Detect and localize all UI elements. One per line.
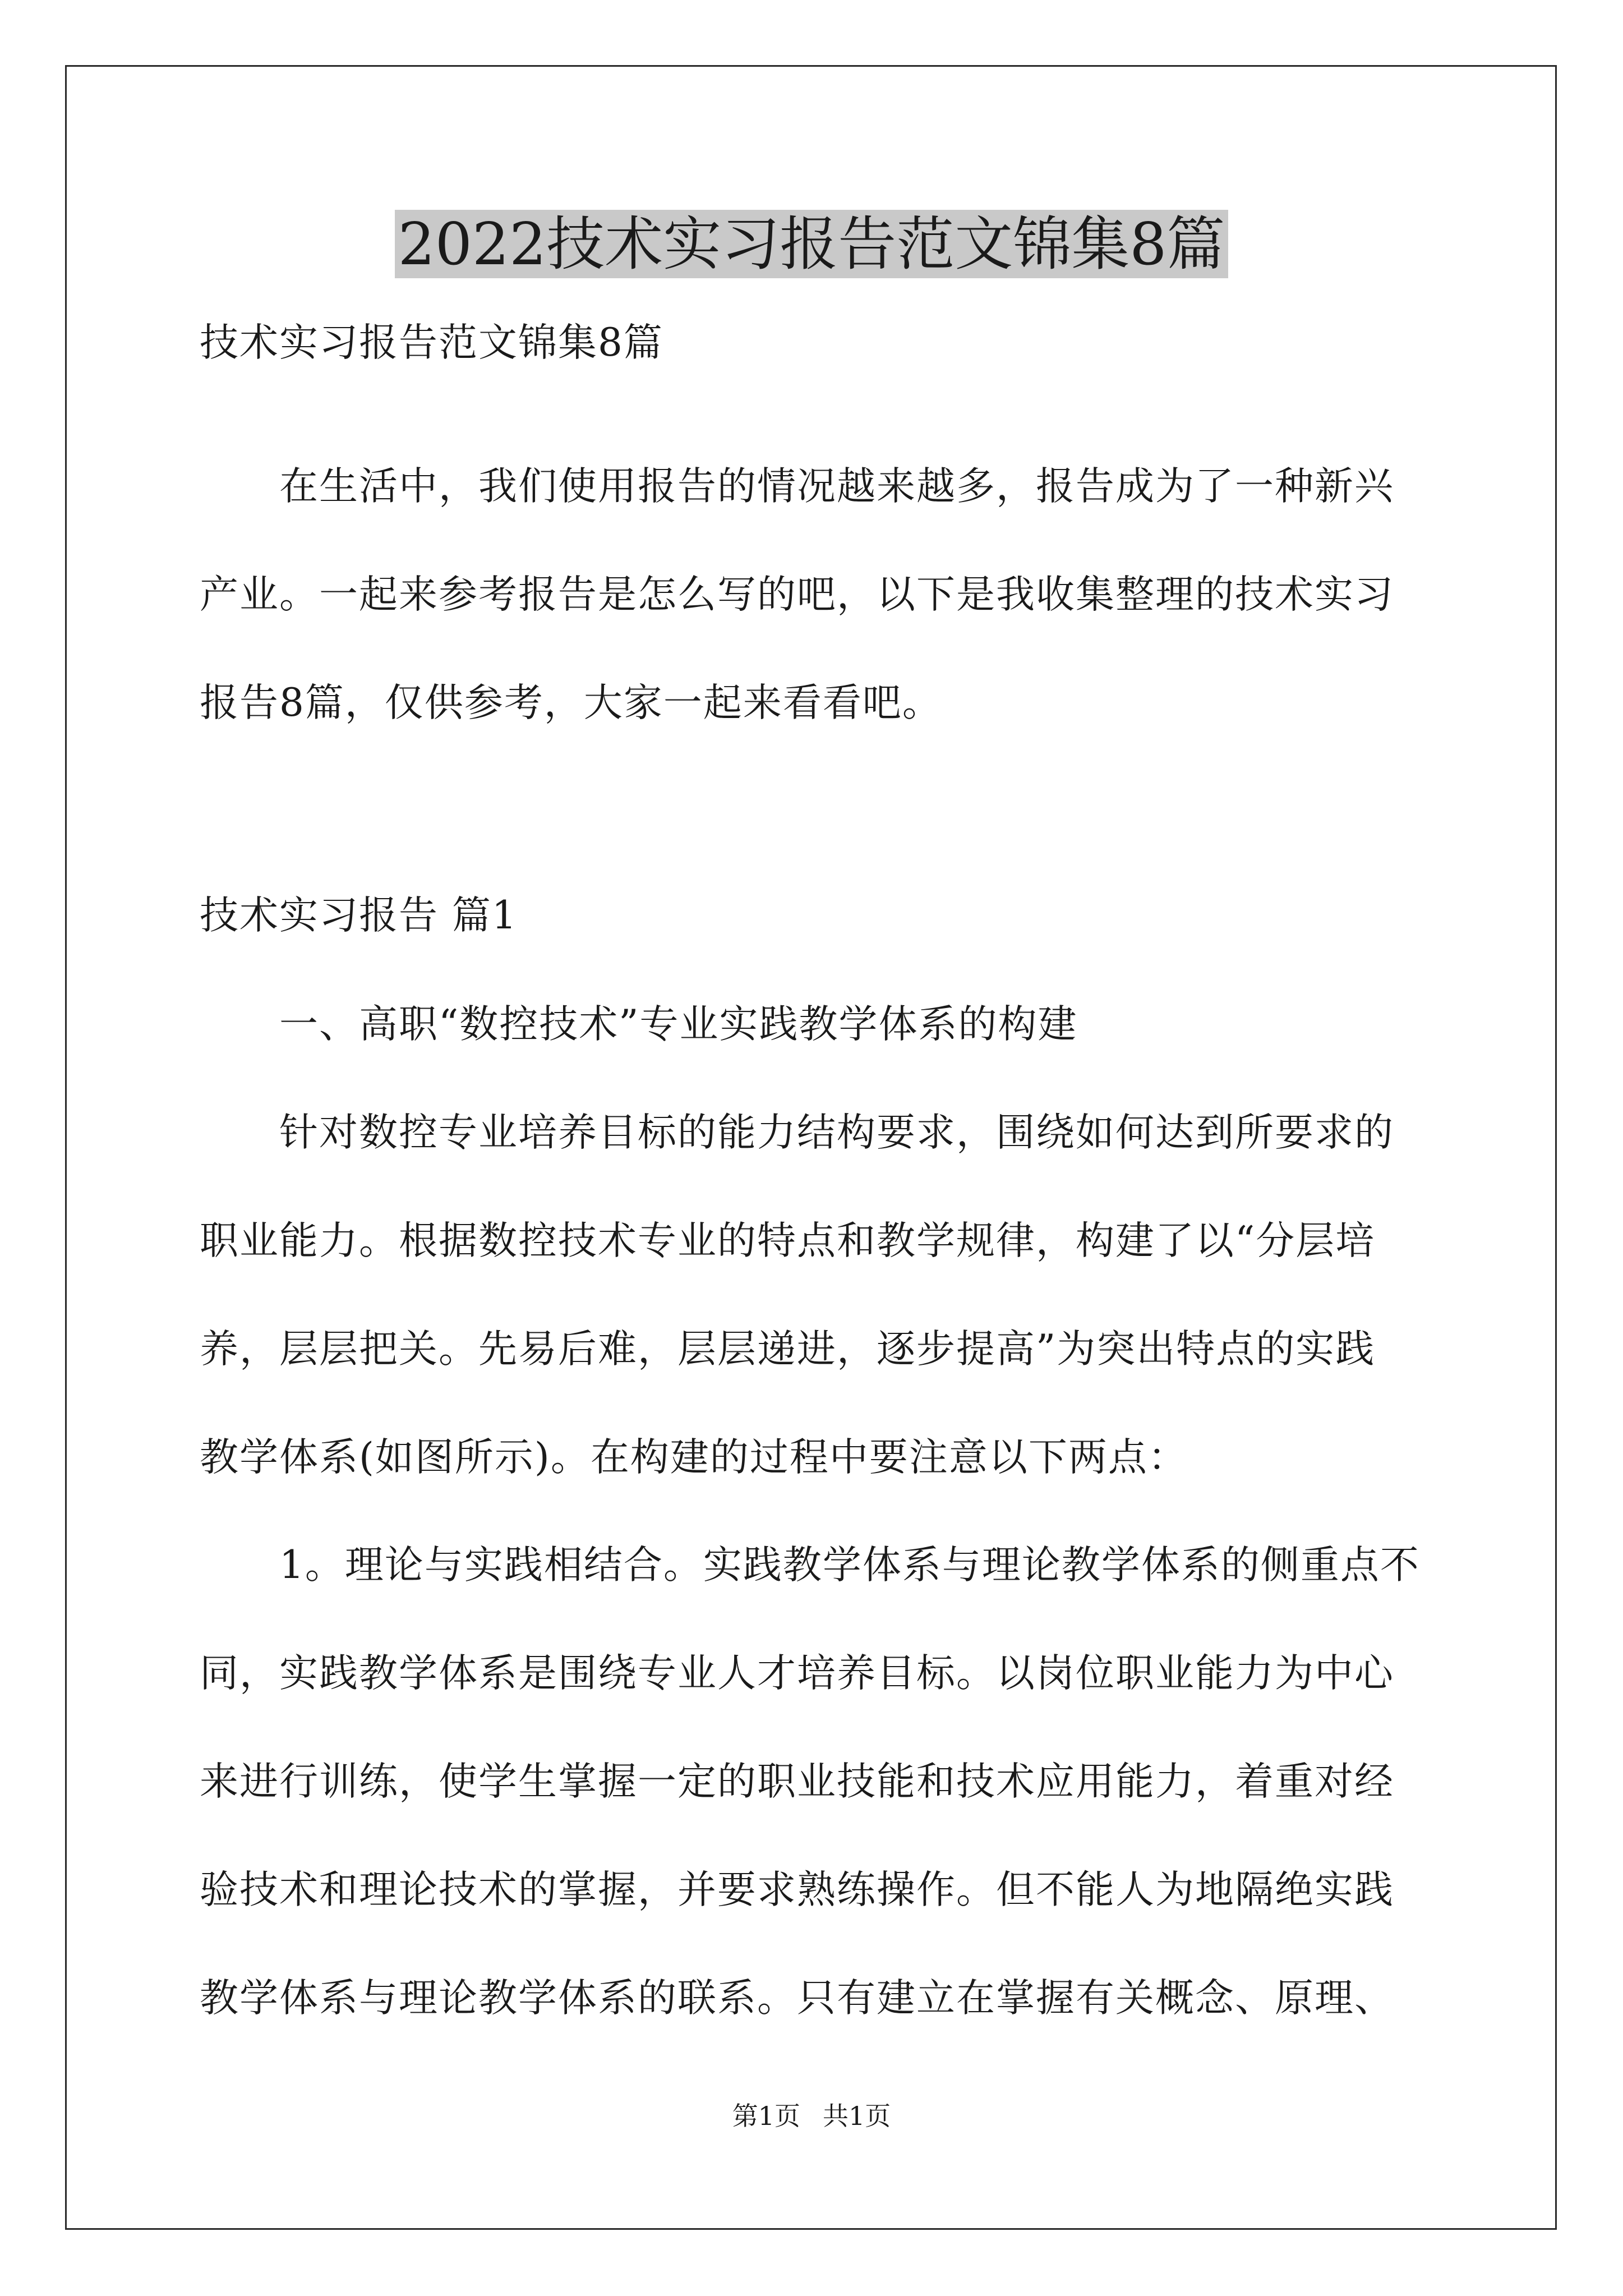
intro-line: 产业。一起来参考报告是怎么写的吧，以下是我收集整理的技术实习	[200, 572, 1394, 617]
paragraph-line: 同，实践教学体系是围绕专业人才培养目标。以岗位职业能力为中心	[200, 1651, 1394, 1696]
paragraph-line: 针对数控专业培养目标的能力结构要求，围绕如何达到所要求的	[279, 1110, 1394, 1155]
document-title-text: 2022技术实习报告范文锦集8篇	[395, 210, 1229, 278]
page-footer	[0, 2099, 1623, 2133]
document-subtitle: 技术实习报告范文锦集8篇	[200, 320, 663, 365]
paragraph-line: 职业能力。根据数控技术专业的特点和教学规律，构建了以“分层培	[200, 1218, 1376, 1263]
page-number: 第1页	[732, 2101, 800, 2131]
paragraph-line: 验技术和理论技术的掌握，并要求熟练操作。但不能人为地隔绝实践	[200, 1867, 1394, 1912]
paragraph-line: 来进行训练，使学生掌握一定的职业技能和技术应用能力，着重对经	[200, 1759, 1394, 1804]
page-total: 共1页	[823, 2101, 891, 2131]
section-heading: 技术实习报告 篇1	[200, 893, 518, 938]
subheading: 一、高职“数控技术”专业实践教学体系的构建	[279, 1002, 1078, 1047]
paragraph-line: 教学体系(如图所示)。在构建的过程中要注意以下两点：	[200, 1435, 1188, 1480]
document-title	[0, 202, 1623, 286]
paragraph-line: 养，层层把关。先易后难，层层递进，逐步提高”为突出特点的实践	[200, 1327, 1376, 1372]
paragraph-line: 教学体系与理论教学体系的联系。只有建立在掌握有关概念、原理、	[200, 1976, 1394, 2021]
intro-line: 报告8篇，仅供参考，大家一起来看看吧。	[200, 680, 942, 725]
intro-line: 在生活中，我们使用报告的情况越来越多，报告成为了一种新兴	[279, 464, 1394, 509]
paragraph-line: 1。理论与实践相结合。实践教学体系与理论教学体系的侧重点不	[279, 1543, 1420, 1588]
